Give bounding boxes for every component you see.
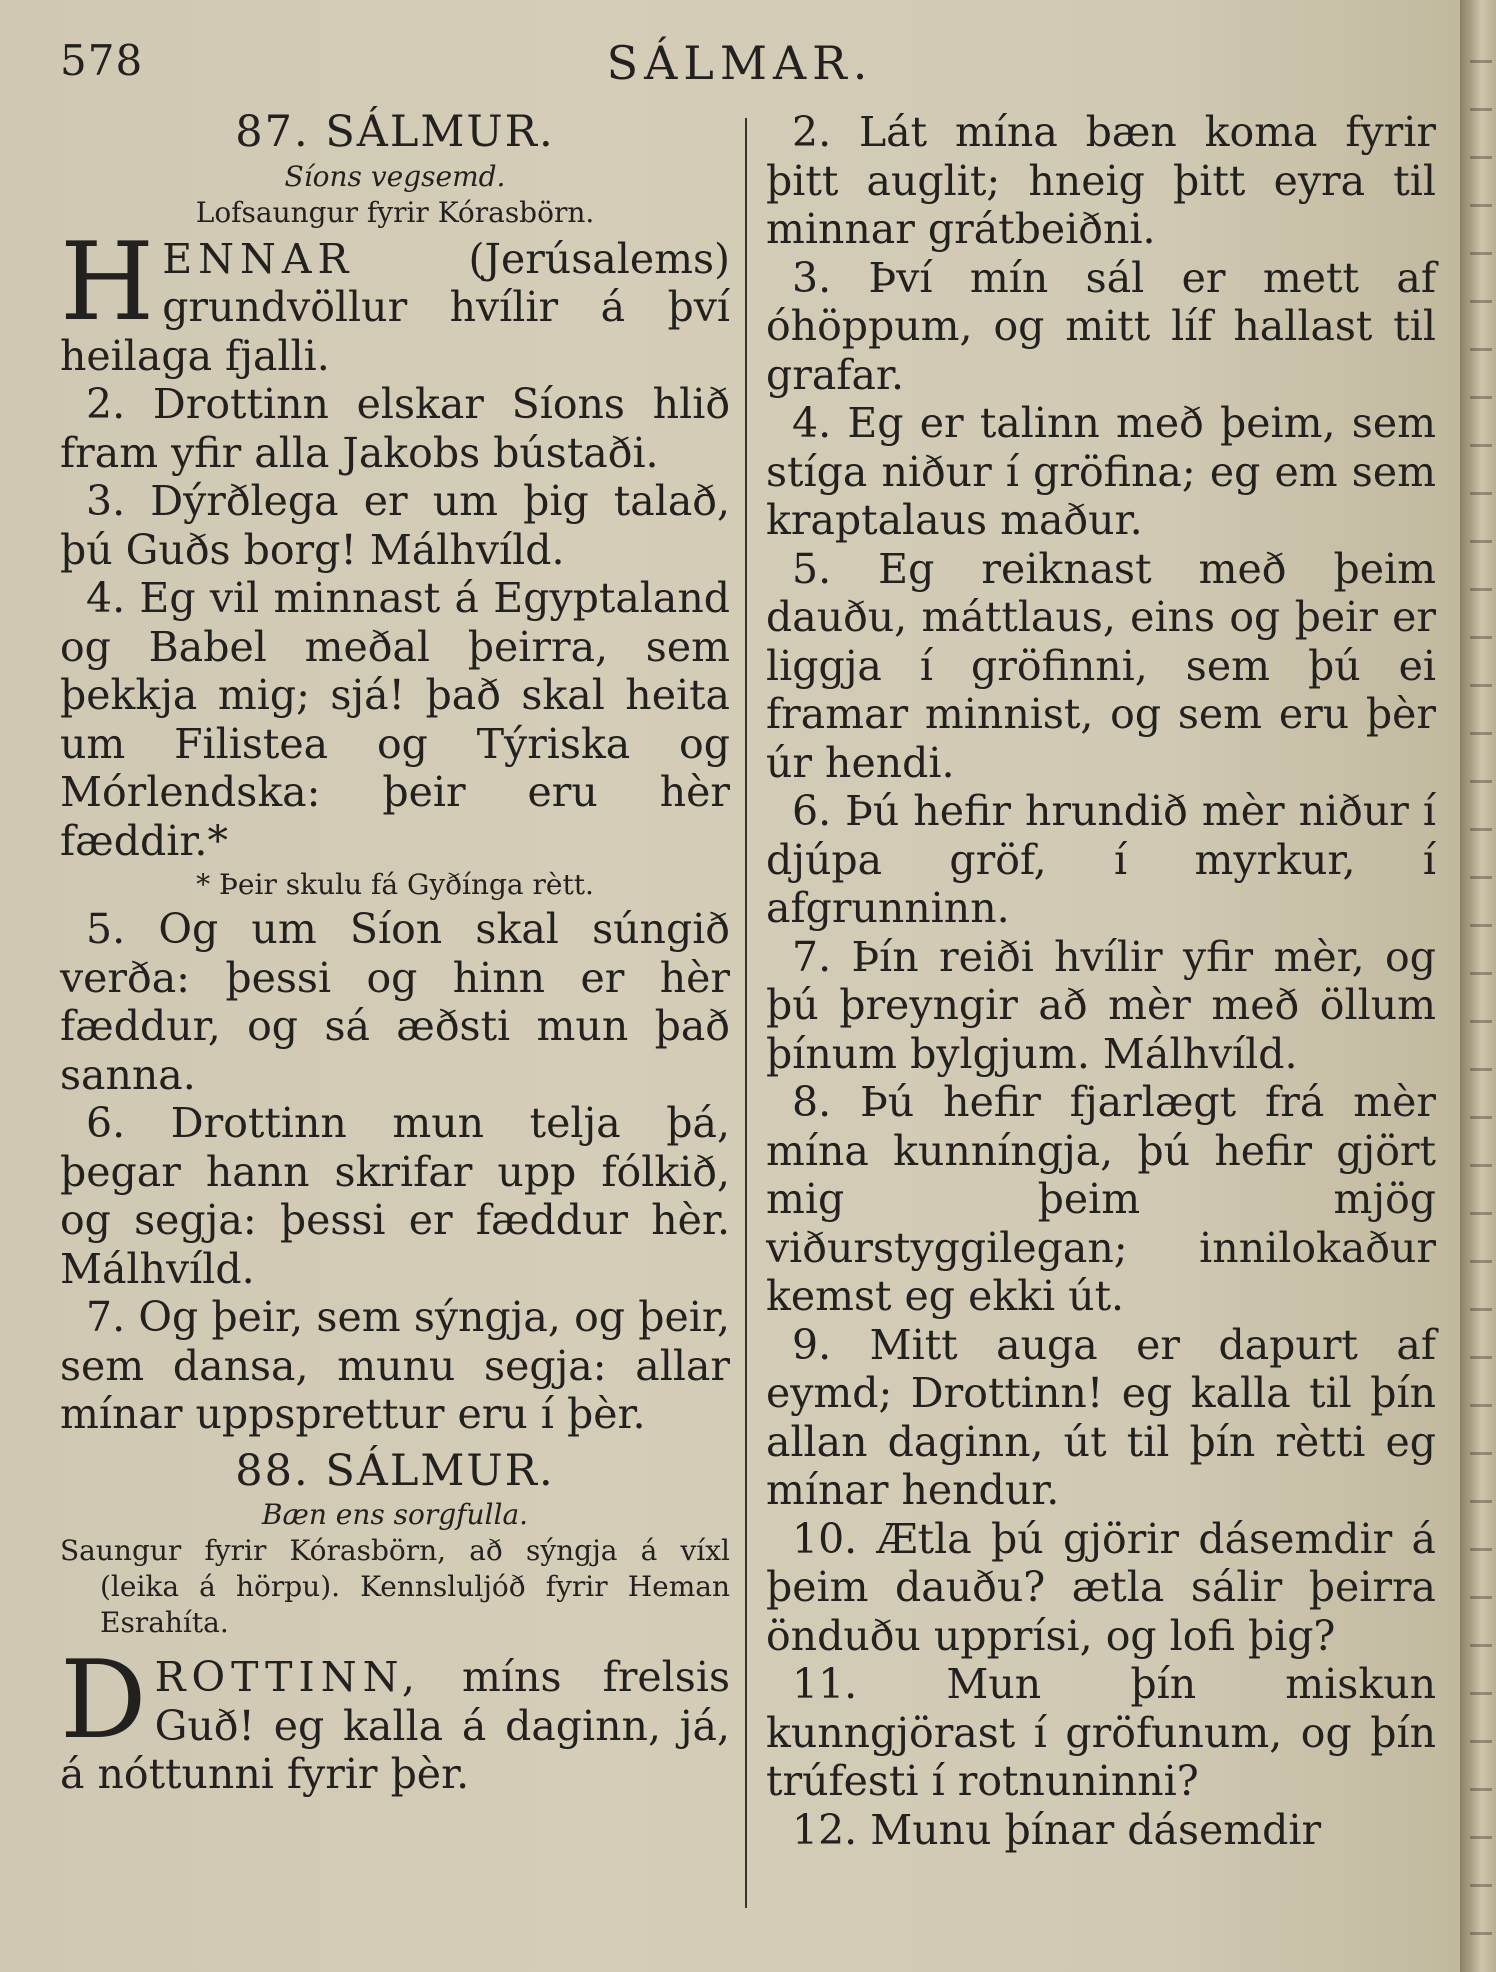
psalm-88-superscription: Saungur fyrir Kórasbörn, að sýngja á víxl (leika á hörpu). Kennsluljóð fyrir Heman Esrahíta.	[60, 1534, 730, 1639]
psalm-88-verse-8: 8. Þú hefir fjarlægt frá mèr mína kunníngja, þú hefir gjört mig þeim mjög viðurstyggilegan; innilokaður kemst eg ekki út.	[766, 1078, 1436, 1320]
psalm-88-subtitle: Bæn ens sorgfulla.	[261, 1498, 529, 1531]
psalm-87-verse-7: 7. Og þeir, sem sýngja, og þeir, sem dansa, munu segja: allar mínar uppsprettur eru í þèr.	[60, 1293, 730, 1438]
column-divider	[745, 118, 747, 1908]
psalm-88-verse-4: 4. Eg er talinn með þeim, sem stíga niður í gröfina; eg em sem kraptalaus maður.	[766, 399, 1436, 544]
psalm-87-subtitle: Síons vegsemd.	[284, 159, 506, 193]
right-column	[766, 108, 1436, 1854]
page-header	[60, 36, 1420, 106]
next-page-edge-text	[1470, 60, 1492, 1940]
psalm-88-title: 88. SÁLMUR.	[235, 1445, 555, 1496]
footnote: * Þeir skulu fá Gyðínga rètt.	[196, 868, 594, 901]
psalm-87-verse-1	[60, 219, 730, 381]
psalm-88-verse-12: 12. Munu þínar dásemdir	[792, 1805, 1322, 1854]
psalm-87-verse-6: 6. Drottinn mun telja þá, þegar hann skrifar upp fólkið, og segja: þessi er fæddur hèr. Málhvíld.	[60, 1099, 730, 1293]
psalm-88-verse-5: 5. Eg reiknast með þeim dauðu, máttlaus, eins og þeir er liggja í gröfinni, sem þú ei framar minnist, og sem eru þèr úr hendi.	[766, 544, 1436, 787]
drop-cap: D	[60, 1638, 147, 1763]
small-caps-word: ENNAR	[162, 234, 355, 283]
psalm-88-verse-9: 9. Mitt auga er dapurt af eymd; Drottinn! eg kalla til þín allan daginn, út til þín rètti eg mínar hendur.	[766, 1320, 1436, 1514]
psalm-87-verse-4: 4. Eg vil minnast á Egyptaland og Babel meðal þeirra, sem þekkja mig; sjá! það skal heita um Filistea og Týriska og Mórlendska: þeir eru hèr fæddir.*	[60, 574, 730, 865]
psalm-88-verse-10: 10. Ætla þú gjörir dásemdir á þeim dauðu? ætla sálir þeirra önduðu upprísi, og lofi þig?	[766, 1514, 1436, 1660]
psalm-87-verse-2: 2. Drottinn elskar Síons hlið fram yfir alla Jakobs bústaði.	[60, 380, 730, 477]
psalm-88-verse-6: 6. Þú hefir hrundið mèr niður í djúpa gröf, í myrkur, í afgrunninn.	[766, 787, 1436, 932]
verse-text: (Jerúsalems) grundvöllur hvílir á því heilaga fjalli.	[60, 234, 730, 380]
drop-cap: H	[60, 219, 155, 345]
verse-text: míns frelsis Guð! eg kalla á daginn, já, á nóttunni fyrir þèr.	[60, 1653, 730, 1798]
left-column	[60, 108, 730, 1799]
psalm-87-verse-3: 3. Dýrðlega er um þig talað, þú Guðs borg! Málhvíld.	[60, 477, 730, 574]
psalm-88-verse-3: 3. Því mín sál er mett af óhöppum, og mitt líf hallast til grafar.	[766, 253, 1436, 399]
psalm-87-title: 87. SÁLMUR.	[235, 107, 555, 157]
psalm-88-verse-1	[60, 1638, 730, 1799]
psalm-88-verse-11: 11. Mun þín miskun kunngjörast í gröfunum, og þín trúfesti í rotnuninni?	[766, 1660, 1436, 1805]
next-page-edge	[1460, 0, 1496, 1972]
psalm-88-verse-2: 2. Lát mína bæn koma fyrir þitt auglit; hneig þitt eyra til minnar grátbeiðni.	[766, 108, 1436, 253]
psalm-87-superscription: Lofsaungur fyrir Kórasbörn.	[195, 195, 595, 229]
psalm-87-verse-5: 5. Og um Síon skal súngið verða: þessi og hinn er hèr fæddur, og sá æðsti mun það sanna.	[60, 905, 730, 1099]
psalm-88-verse-7: 7. Þín reiði hvílir yfir mèr, og þú þreyngir að mèr með öllum þínum bylgjum. Málhvíld.	[766, 932, 1436, 1078]
running-title: SÁLMAR.	[606, 36, 874, 90]
small-caps-word: ROTTINN,	[154, 1653, 421, 1701]
page-number: 578	[60, 36, 144, 85]
